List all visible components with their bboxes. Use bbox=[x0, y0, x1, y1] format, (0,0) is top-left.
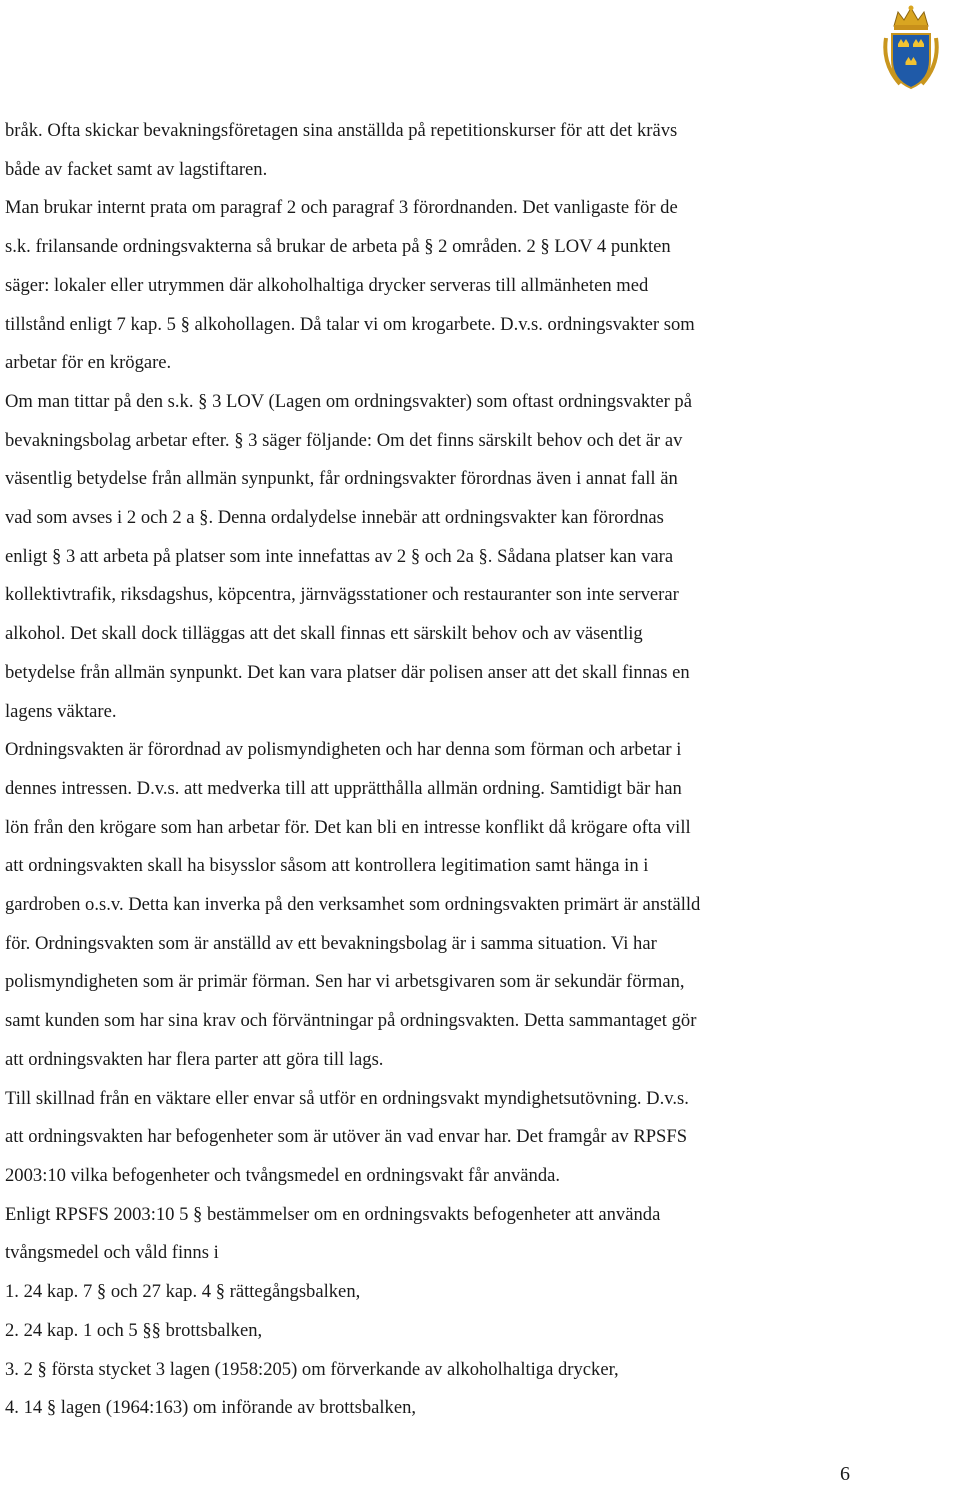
text-line: att ordningsvakten har befogenheter som är utöver än vad envar har. Det framgår av RPSFS bbox=[5, 1126, 688, 1148]
text-line: enligt § 3 att arbeta på platser som inte innefattas av 2 § och 2a §. Sådana platser kan vara bbox=[5, 545, 674, 567]
text-line: lagens väktare. bbox=[5, 700, 117, 722]
text-line: kollektivtrafik, riksdagshus, köpcentra, järnvägsstationer och restauranter son inte serverar bbox=[5, 584, 679, 606]
text-line: att ordningsvakten skall ha bisysslor såsom att kontrollera legitimation samt hänga in i bbox=[5, 855, 649, 877]
text-line: alkohol. Det skall dock tilläggas att det skall finnas ett särskilt behov och av väsentlig bbox=[5, 623, 643, 645]
text-line: dennes intressen. D.v.s. att medverka till att upprätthålla allmän ordning. Samtidigt bär han bbox=[5, 777, 682, 799]
text-line: betydelse från allmän synpunkt. Det kan vara platser där polisen anser att det skall finnas en bbox=[5, 661, 690, 683]
text-line: både av facket samt av lagstiftaren. bbox=[5, 158, 268, 180]
page-number: 6 bbox=[840, 1463, 850, 1485]
list-item: 4. 14 § lagen (1964:163) om införande av brottsbalken, bbox=[5, 1397, 417, 1419]
text-line: s.k. frilansande ordningsvakterna så brukar de arbeta på § 2 områden. 2 § LOV 4 punkten bbox=[5, 236, 671, 258]
text-line: för. Ordningsvakten som är anställd av ett bevakningsbolag är i samma situation. Vi har bbox=[5, 932, 657, 954]
text-line: bevakningsbolag arbetar efter. § 3 säger följande: Om det finns särskilt behov och det är av bbox=[5, 429, 683, 451]
text-line: polismyndigheten som är primär förman. Sen har vi arbetsgivaren som är sekundär förman, bbox=[5, 971, 685, 993]
body-text bbox=[5, 112, 905, 1428]
text-line: samt kunden som har sina krav och förväntningar på ordningsvakten. Detta sammantaget gör bbox=[5, 1010, 697, 1032]
text-line: Till skillnad från en väktare eller envar så utför en ordningsvakt myndighetsutövning. D.v.s. bbox=[5, 1087, 689, 1109]
text-line: arbetar för en krögare. bbox=[5, 352, 172, 374]
text-line: att ordningsvakten har flera parter att göra till lags. bbox=[5, 1048, 384, 1070]
list-item: 2. 24 kap. 1 och 5 §§ brottsbalken, bbox=[5, 1319, 263, 1341]
text-line: bråk. Ofta skickar bevakningsföretagen sina anställda på repetitionskurser för att det krävs bbox=[5, 120, 678, 141]
text-line: Enligt RPSFS 2003:10 5 § bestämmelser om en ordningsvakts befogenheter att använda bbox=[5, 1203, 661, 1225]
list-item: 1. 24 kap. 7 § och 27 kap. 4 § rättegångsbalken, bbox=[5, 1281, 361, 1303]
text-line: väsentlig betydelse från allmän synpunkt, får ordningsvakter förordnas även i annat fall än bbox=[5, 468, 678, 490]
text-line: säger: lokaler eller utrymmen där alkoholhaltiga drycker serveras till allmänheten med bbox=[5, 274, 649, 296]
list-item: 3. 2 § första stycket 3 lagen (1958:205) om förverkande av alkoholhaltiga drycker, bbox=[5, 1358, 619, 1380]
text-line: lön från den krögare som han arbetar för. Det kan bli en intresse konflikt då krögare ofta vill bbox=[5, 816, 691, 838]
text-line: tillstånd enligt 7 kap. 5 § alkohollagen. Då talar vi om krogarbete. D.v.s. ordningsvakter som bbox=[5, 313, 695, 335]
text-line: tvångsmedel och våld finns i bbox=[5, 1242, 219, 1264]
text-line: gardroben o.s.v. Detta kan inverka på den verksamhet som ordningsvakten primärt är anställd bbox=[5, 894, 701, 916]
text-line: Man brukar internt prata om paragraf 2 och paragraf 3 förordnanden. Det vanligaste för de bbox=[5, 197, 678, 219]
text-line: Ordningsvakten är förordnad av polismyndigheten och har denna som förman och arbetar i bbox=[5, 739, 682, 761]
text-line: 2003:10 vilka befogenheter och tvångsmedel en ordningsvakt får använda. bbox=[5, 1164, 561, 1186]
text-line: Om man tittar på den s.k. § 3 LOV (Lagen om ordningsvakter) som oftast ordningsvakter på bbox=[5, 390, 692, 412]
text-line: vad som avses i 2 och 2 a §. Denna ordalydelse innebär att ordningsvakter kan förordnas bbox=[5, 507, 664, 529]
coat-of-arms-logo bbox=[880, 4, 942, 94]
